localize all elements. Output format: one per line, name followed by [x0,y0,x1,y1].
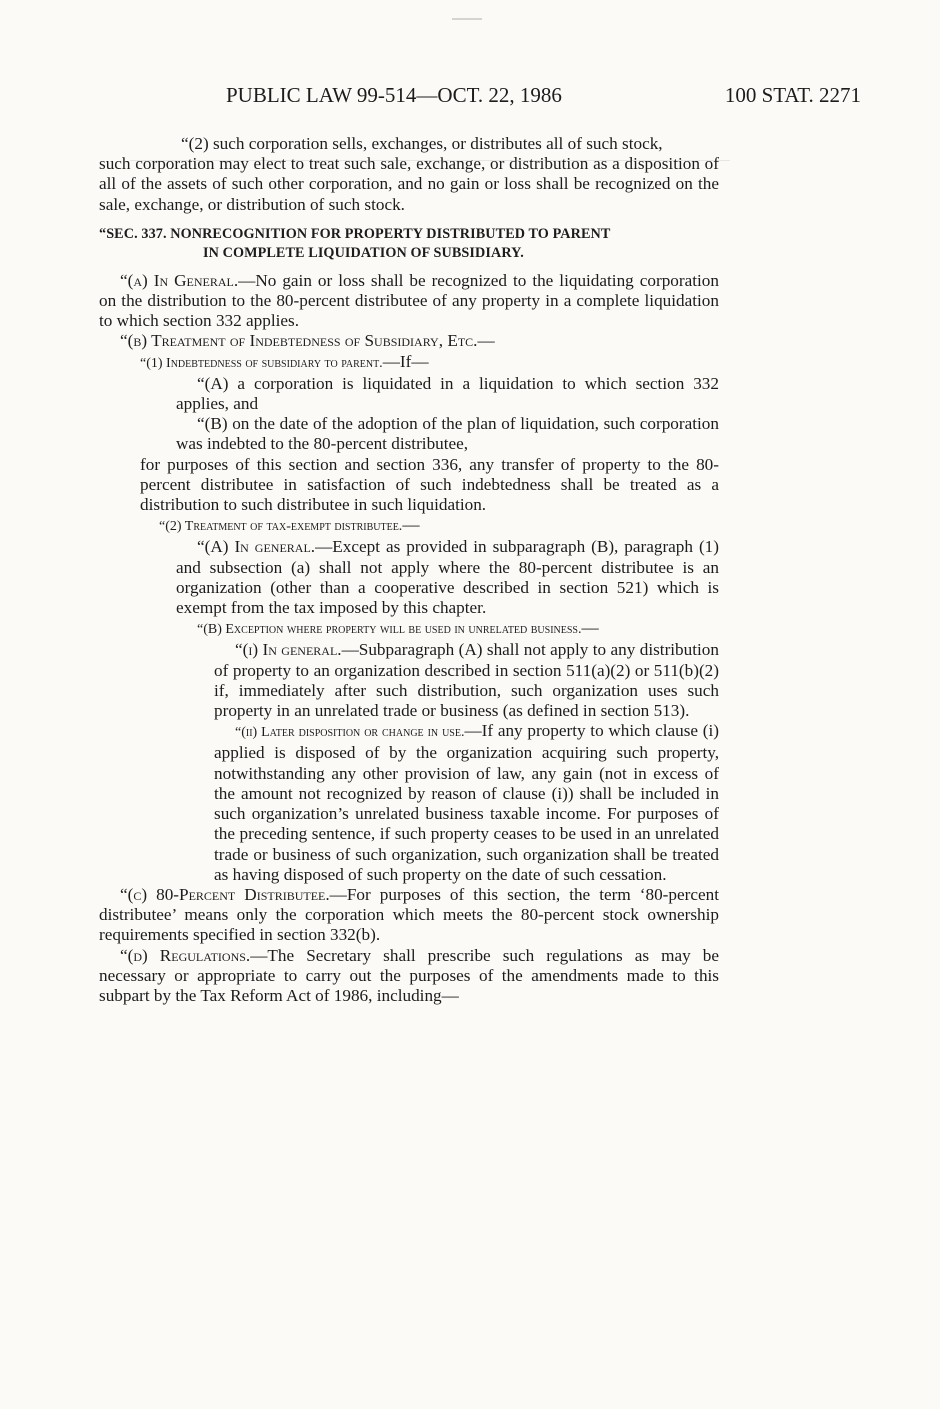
subparagraph-b2B-label: “(B) Exception where property will be used in unrelated business. [197,622,582,638]
header-public-law: PUBLIC LAW 99-514—OCT. 22, 1986 [226,83,562,107]
subsection-d-text: —The Secretary shall prescribe such regulations as may be necessary or appropriate to carry out the purposes of the amendments made to this subpart by the Tax Reform Act of 1986, including— [99,945,719,1005]
subparagraph-b2A-text: —Except as provided in subparagraph (B), paragraph (1) and subsection (a) shall not apply where the 80-percent distributee is an organization (other than a cooperative described in section 521) which is exempt from the tax imposed by this chapter. [176,537,719,618]
subsection-c-label: “(c) 80-Percent Distributee. [120,884,330,904]
paragraph-b1 [99,352,719,374]
page-header [99,83,861,115]
clause-b2Bii [99,721,719,885]
paragraph-b1-label: “(1) Indebtedness of subsidiary to parent. [140,355,383,371]
clause-b2Bi [99,640,719,721]
subsection-b-text: — [477,331,495,351]
subparagraph-b2B [99,618,719,640]
clause-b2Bi-text: —Subparagraph (A) shall not apply to any distribution of property to an organization described in section 511(a)(2) or 511(b)(2) if, immediately after such distribution, such organization uses such property in an unrelated trade or business (as defined in section 513). [214,640,719,721]
section-heading-line-1: “SEC. 337. NONRECOGNITION FOR PROPERTY DISTRIBUTED TO PARENT [99,225,611,242]
clause-b2Bi-label: “(i) In general. [235,640,342,660]
section-337-heading [99,225,719,263]
statute-body [99,134,719,1006]
subsection-a-text: —No gain or loss shall be recognized to the liquidating corporation on the distribution to the 80-percent distributee of any property in a complete liquidation to which section 332 applies. [99,270,719,331]
clause-b2Bii-label: “(ii) Later disposition or change in use. [235,725,465,741]
subsection-a-label: “(a) In General. [120,270,239,290]
paragraph-b1-tail [99,455,719,516]
top-scan-mark [452,10,482,20]
subsection-c-text: —For purposes of this section, the term ‘80-percent distributee’ means only the corporation which meets the 80-percent stock ownership requirements specified in section 332(b). [99,884,719,945]
subsection-c [99,885,719,946]
paragraph-b2-label: “(2) Treatment of tax-exempt distributee. [159,519,403,535]
paragraph-b2-text: — [402,515,420,535]
paragraph-elect-treat [99,154,719,215]
subsection-a [99,271,719,332]
paragraph-2-such-corporation [99,134,719,154]
subsection-b [99,331,719,351]
paragraph-text: for purposes of this section and section 336, any transfer of property to the 80-percent distributee in satisfaction of such indebtedness shall be treated as a distribution to such distributee in such liquidation. [140,454,719,515]
subsection-d [99,946,719,1007]
subsection-d-label: “(d) Regulations. [120,945,251,965]
paragraph-text: “(2) such corporation sells, exchanges, or distributes all of such stock, [181,134,663,153]
subparagraph-b1B [99,414,719,454]
subparagraph-b2A-label: “(A) In general. [197,537,316,557]
subparagraph-text: “(A) a corporation is liquidated in a liquidation to which section 332 applies, and [176,373,719,414]
paragraph-text: such corporation may elect to treat such sale, exchange, or distribution as a disposition of all of the assets of such other corporation, and no gain or loss shall be recognized on the sale, exchange, or distribution of such stock. [99,154,719,214]
header-stat-page: 100 STAT. 2271 [724,83,861,107]
paragraph-b2 [99,515,719,537]
subparagraph-text: “(B) on the date of the adoption of the plan of liquidation, such corporation was indebted to the 80-percent distributee, [176,414,719,454]
subparagraph-b2B-text: — [581,618,599,638]
subparagraph-b1A [99,374,719,414]
subsection-b-label: “(b) Treatment of Indebtedness of Subsidiary, Etc. [120,331,478,351]
clause-b2Bii-text: —If any property to which clause (i) applied is disposed of by the organization acquiring such property, notwithstanding any other provision of law, any gain (not in excess of the amount not recognized by reason of clause (i)) shall be included in such organization’s unrelated business taxable income. For purposes of the preceding sentence, if such property ceases to be used in an unrelated trade or business of such organization, such organization shall be treated as having disposed of such property on the date of such cessation. [214,721,720,884]
section-heading-line-2: IN COMPLETE LIQUIDATION OF SUBSIDIARY. [203,244,524,261]
subparagraph-b2A [99,537,719,618]
paragraph-b1-text: —If— [382,351,429,371]
